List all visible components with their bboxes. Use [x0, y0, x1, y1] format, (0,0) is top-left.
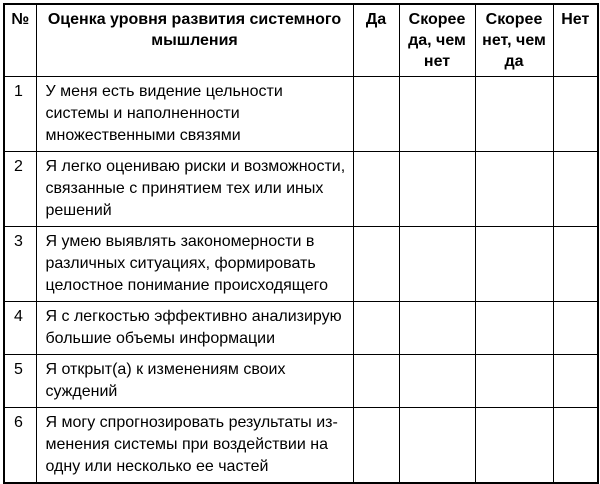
statement-cell: Я с легкостью эффективно анализирую большие объемы информации [36, 302, 353, 355]
col-header-no: Нет [553, 4, 598, 77]
answer-cell-yes[interactable] [353, 302, 399, 355]
answer-cell-rather-no[interactable] [475, 77, 553, 152]
answer-cell-rather-no[interactable] [475, 355, 553, 408]
row-number: 5 [4, 355, 36, 408]
answer-cell-no[interactable] [553, 152, 598, 227]
answer-cell-rather-yes[interactable] [399, 302, 475, 355]
answer-cell-rather-no[interactable] [475, 302, 553, 355]
col-header-rather-yes: Скорее да, чем нет [399, 4, 475, 77]
answer-cell-rather-no[interactable] [475, 152, 553, 227]
answer-cell-no[interactable] [553, 302, 598, 355]
statement-cell: Я могу спрогнозировать результаты изменения системы при воздействии на одну или несколько ее частей [36, 408, 353, 484]
answer-cell-no[interactable] [553, 355, 598, 408]
table-row [4, 302, 598, 355]
answer-cell-yes[interactable] [353, 355, 399, 408]
answer-cell-rather-no[interactable] [475, 227, 553, 302]
answer-cell-rather-yes[interactable] [399, 227, 475, 302]
row-number: 1 [4, 77, 36, 152]
answer-cell-yes[interactable] [353, 408, 399, 484]
answer-cell-no[interactable] [553, 408, 598, 484]
statement-cell: Я открыт(а) к изменениям своих суждений [36, 355, 353, 408]
answer-cell-rather-no[interactable] [475, 408, 553, 484]
table-row [4, 152, 598, 227]
row-number: 2 [4, 152, 36, 227]
answer-cell-rather-yes[interactable] [399, 77, 475, 152]
answer-cell-yes[interactable] [353, 77, 399, 152]
table-row [4, 77, 598, 152]
row-number: 3 [4, 227, 36, 302]
row-number: 4 [4, 302, 36, 355]
answer-cell-yes[interactable] [353, 152, 399, 227]
header-row [4, 4, 598, 77]
col-header-statement: Оценка уровня развития системного мышления [36, 4, 353, 77]
answer-cell-yes[interactable] [353, 227, 399, 302]
col-header-number: № [4, 4, 36, 77]
table-row [4, 227, 598, 302]
answer-cell-rather-yes[interactable] [399, 152, 475, 227]
answer-cell-no[interactable] [553, 227, 598, 302]
statement-cell: У меня есть видение цельности системы и наполненности множественными связями [36, 77, 353, 152]
table-row [4, 355, 598, 408]
answer-cell-rather-yes[interactable] [399, 355, 475, 408]
answer-cell-no[interactable] [553, 77, 598, 152]
col-header-yes: Да [353, 4, 399, 77]
answer-cell-rather-yes[interactable] [399, 408, 475, 484]
col-header-rather-no: Скорее нет, чем да [475, 4, 553, 77]
statement-cell: Я легко оцениваю риски и возможности, связанные с принятием тех или иных решений [36, 152, 353, 227]
statement-cell: Я умею выявлять закономерности в различных ситуациях, формировать целостное понимание происходящего [36, 227, 353, 302]
table-row [4, 408, 598, 484]
row-number: 6 [4, 408, 36, 484]
questionnaire-table [3, 3, 599, 484]
